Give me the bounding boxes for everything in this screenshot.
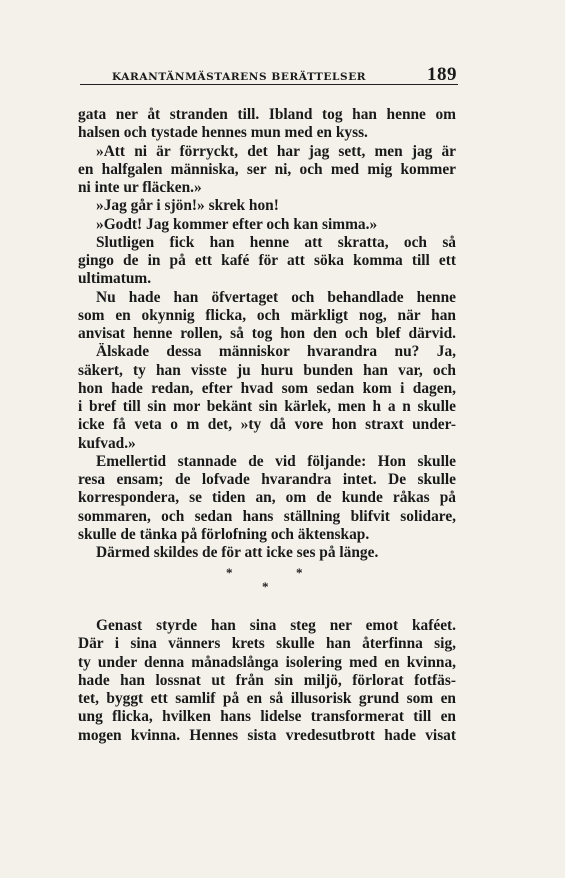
text-line: skulle de tänka på förlofning och äktenskap. bbox=[78, 525, 370, 543]
text-line: ung flicka, hvilken hans lidelse transformerat till en bbox=[78, 708, 456, 726]
text-line: Slutligen fick han henne att skratta, och så bbox=[96, 233, 456, 251]
text-line: säkert, ty han visste ju huru bunden han var, och bbox=[78, 361, 456, 379]
text-line: Där i sina vänners krets skulle han återfinna sig, bbox=[78, 635, 456, 653]
text-line: »Godt! Jag kommer efter och kan simma.» bbox=[96, 215, 378, 233]
text-line: mogen kvinna. Hennes sista vredesutbrott hade visat bbox=[78, 726, 456, 744]
text-line: ni inte ur fläcken.» bbox=[78, 179, 202, 196]
text-block-before-break bbox=[78, 106, 456, 562]
text-block-after-break bbox=[78, 617, 456, 745]
text-line: hade han lossnat ut från sin miljö, förlorat fotfäs- bbox=[78, 671, 456, 689]
text-line: kufvad.» bbox=[78, 434, 136, 452]
asterisk-mark: * bbox=[226, 565, 233, 580]
section-break-asterism bbox=[200, 562, 340, 602]
text-line: en halfgalen människa, ser ni, och med mig kommer bbox=[78, 160, 456, 178]
text-line: Därmed skildes de för att icke ses på länge. bbox=[96, 544, 379, 561]
text-line: Genast styrde han sina steg ner emot kaféet. bbox=[96, 617, 456, 634]
page-number: 189 bbox=[427, 64, 457, 85]
text-line: gata ner åt stranden till. Ibland tog han henne om bbox=[78, 106, 456, 123]
running-title: KARANTÄNMÄSTARENS BERÄTTELSER bbox=[112, 71, 367, 83]
text-line: halsen och tystade hennes mun med en kyss. bbox=[78, 124, 368, 142]
text-line: Emellertid stannade de vid följande: Hon skulle bbox=[96, 452, 456, 470]
text-line: sommaren, och sedan hans ställning blifvit solidare, bbox=[78, 507, 456, 525]
text-line: resa ensam; de lofvade hvarandra intet. De skulle bbox=[78, 471, 456, 488]
text-line: »Jag går i sjön!» skrek hon! bbox=[96, 197, 279, 215]
text-line: tet, byggt ett samlif på en så illusorisk grund som en bbox=[78, 690, 456, 707]
text-line: Älskade dessa människor hvarandra nu? Ja, bbox=[96, 343, 456, 361]
text-line: ty under denna månadslånga isolering med en kvinna, bbox=[78, 653, 456, 671]
text-line: anvisat henne rollen, så tog hon den och blef därvid. bbox=[78, 325, 456, 342]
text-line: gingo de in på ett kafé för att söka komma till ett bbox=[78, 252, 456, 269]
running-head bbox=[82, 64, 457, 86]
text-line: som en okynnig flicka, och märkligt nog, när han bbox=[78, 306, 456, 324]
text-line: icke få veta o m det, »ty då vore hon straxt under- bbox=[78, 416, 456, 434]
text-line: hon hade redan, efter hvad som sedan kom i dagen, bbox=[78, 379, 456, 397]
header-rule bbox=[80, 84, 458, 85]
text-line: Nu hade han öfvertaget och behandlade henne bbox=[96, 288, 456, 306]
text-line: korrespondera, se tiden an, om de kunde råkas på bbox=[78, 489, 456, 507]
asterisk-mark: * bbox=[296, 565, 303, 580]
text-line: »Att ni är förryckt, det har jag sett, men jag är bbox=[96, 142, 456, 160]
text-line: i bref till sin mor bekänt sin kärlek, men h a n skulle bbox=[78, 398, 456, 415]
text-line: ultimatum. bbox=[78, 270, 152, 288]
asterisk-mark: * bbox=[262, 579, 269, 594]
